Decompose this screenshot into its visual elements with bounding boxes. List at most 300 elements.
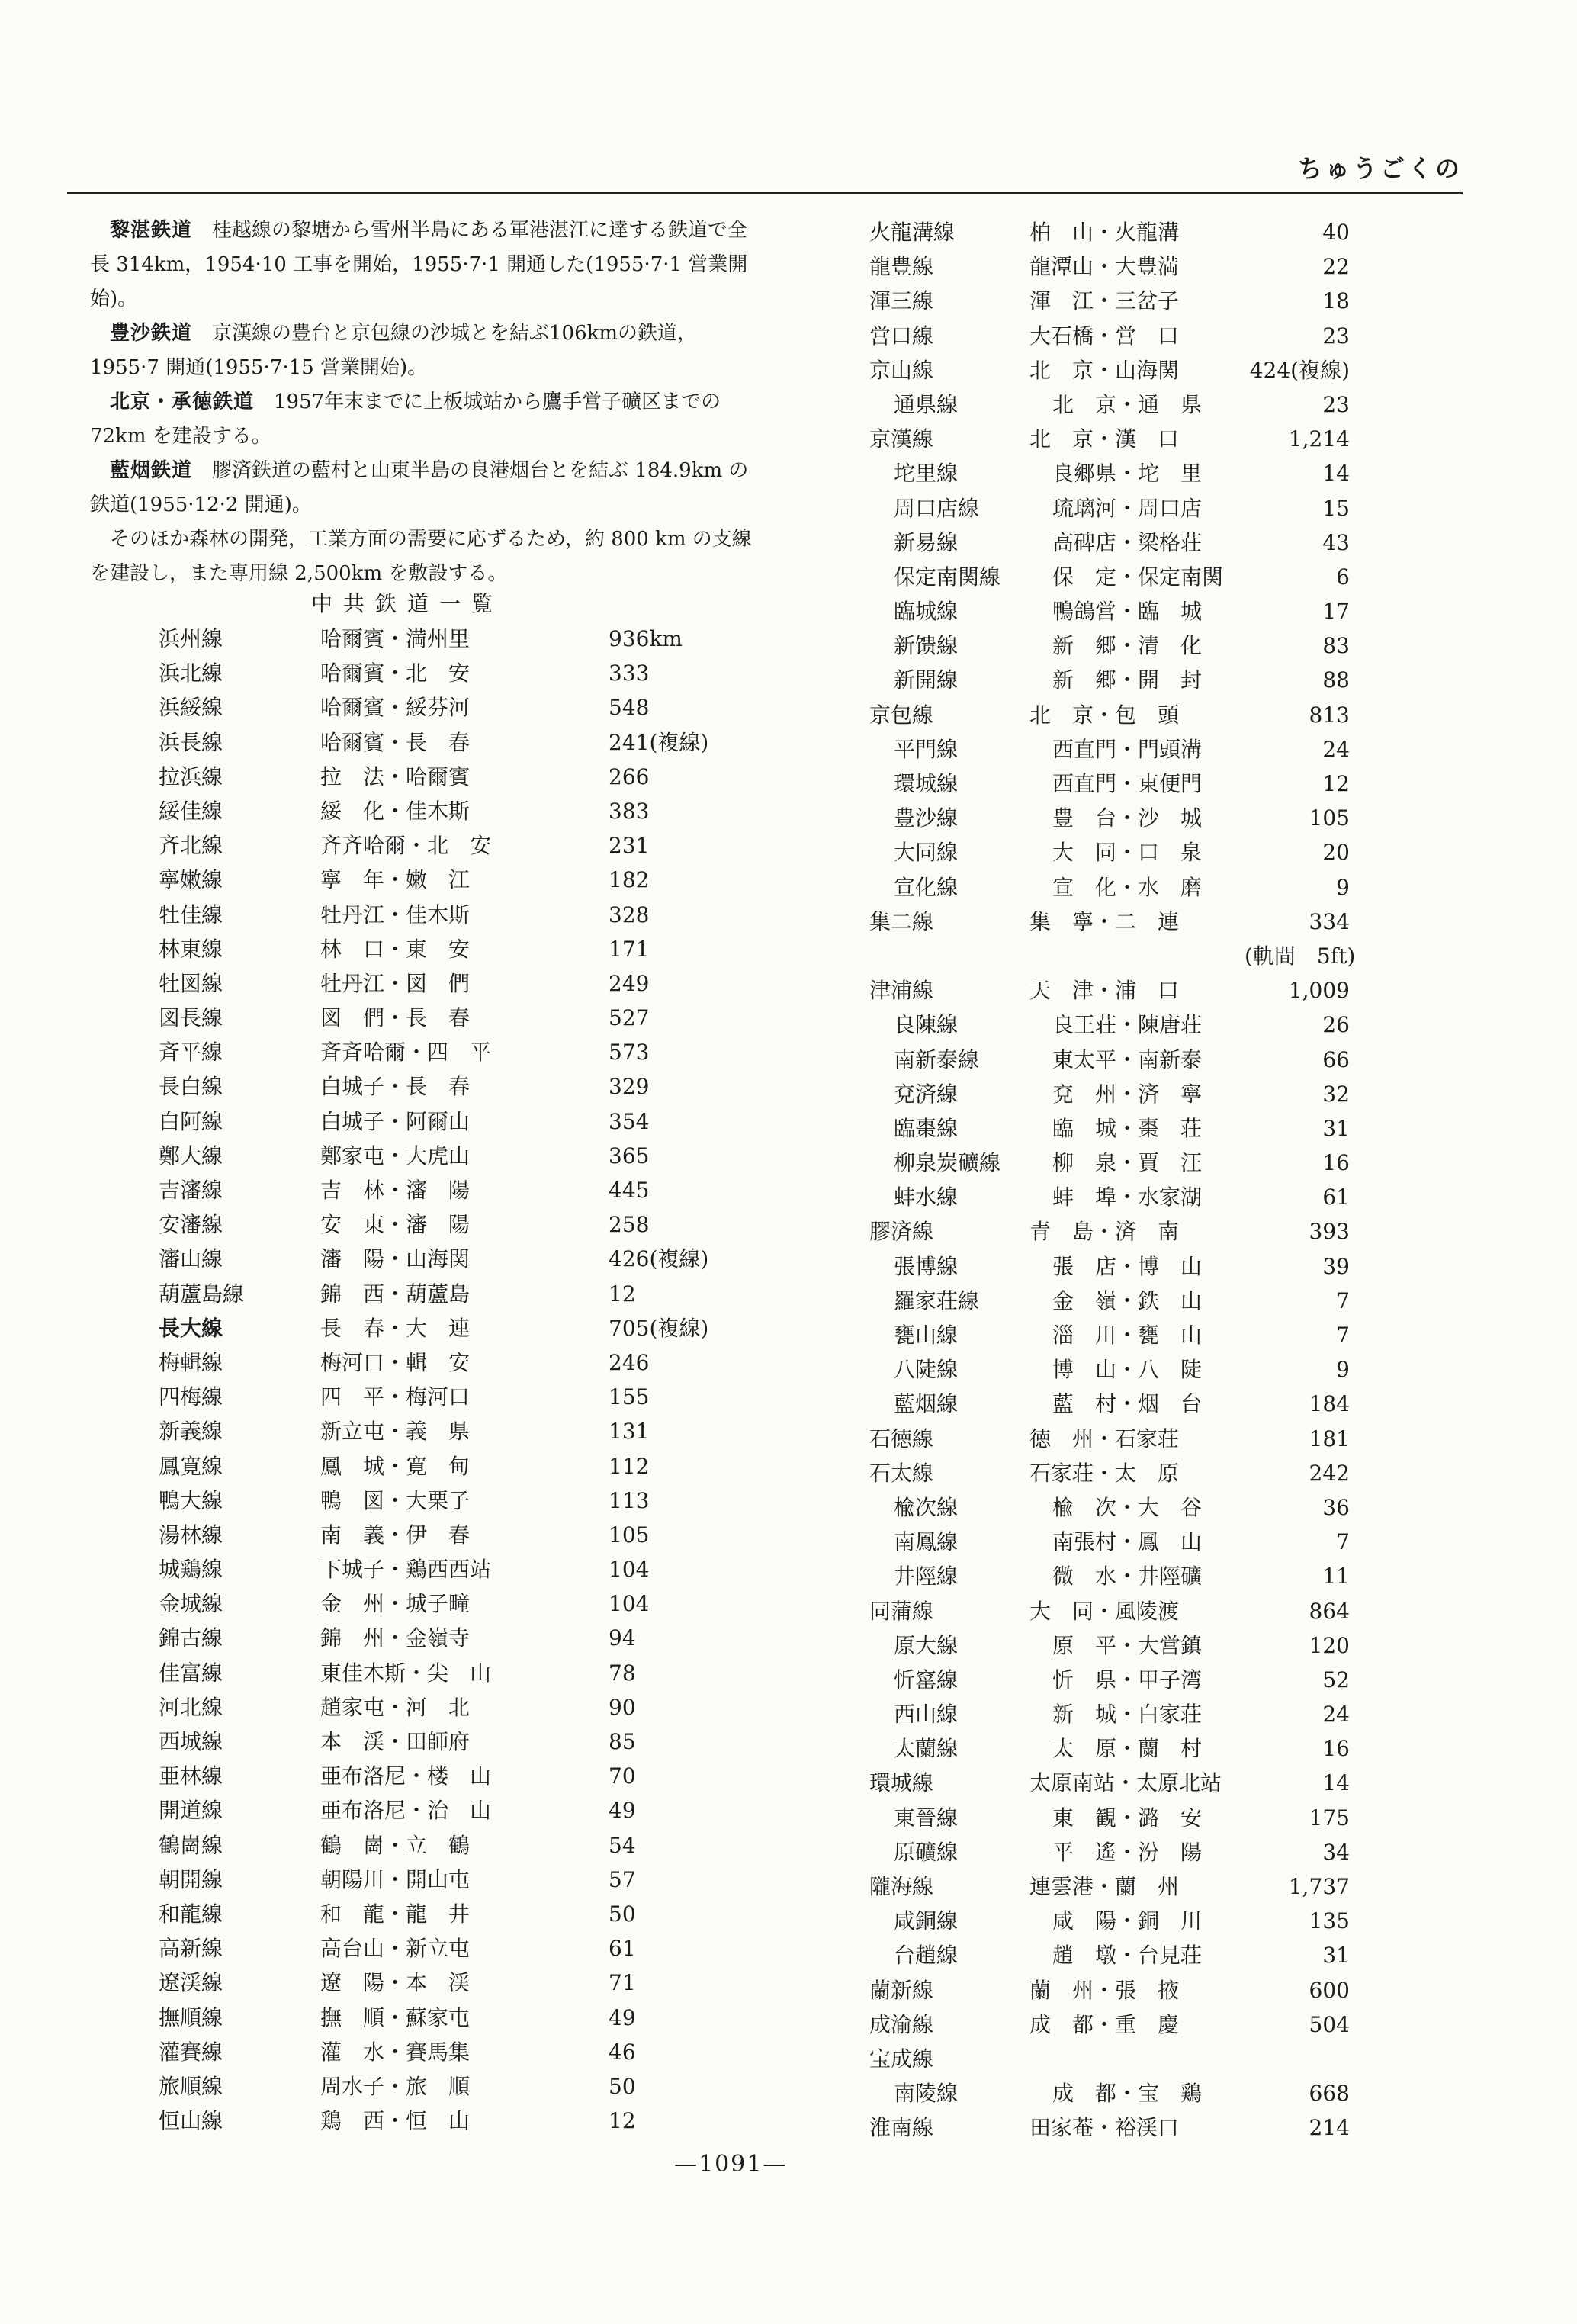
railway-length: 16 <box>1322 1150 1350 1176</box>
railway-length: 90 <box>609 1694 636 1720</box>
intro-paragraph <box>90 522 753 591</box>
railway-name: 城鶏線 <box>159 1557 223 1583</box>
intro-paragraph <box>90 317 753 385</box>
railway-length: 249 <box>609 970 650 996</box>
railway-length: 120 <box>1309 1632 1350 1658</box>
railway-name: 安瀋線 <box>159 1212 223 1238</box>
railway-name: 和龍線 <box>159 1901 223 1927</box>
railway-length: 12 <box>609 2108 636 2134</box>
railway-route: 新 郷・開 封 <box>1052 667 1203 693</box>
railway-name: 牡図線 <box>159 970 223 996</box>
railway-name: 営口線 <box>869 323 934 349</box>
railway-length: 527 <box>609 1005 650 1031</box>
railway-name: 浜長線 <box>159 729 223 755</box>
railway-name: 柳泉炭礦線 <box>894 1150 1001 1176</box>
railway-length: 94 <box>609 1625 636 1651</box>
railway-name: 龍豊線 <box>869 254 934 280</box>
railway-length: 50 <box>609 2073 636 2099</box>
intro-paragraph <box>90 214 753 317</box>
railway-route: 綏 化・佳木斯 <box>320 798 471 824</box>
railway-name: 八陡線 <box>894 1357 959 1383</box>
railway-route: 瀋 陽・山海関 <box>320 1246 471 1272</box>
railway-name: 宣化線 <box>894 874 959 900</box>
railway-name: 新易線 <box>894 529 959 555</box>
railway-length: 705(複線) <box>609 1315 709 1341</box>
railway-name: 斉平線 <box>159 1040 223 1066</box>
railway-route: 亜布洛尼・楼 山 <box>320 1763 492 1789</box>
railway-length: 328 <box>609 902 650 927</box>
railway-route: 北 京・山海関 <box>1029 357 1180 383</box>
railway-length: 61 <box>609 1936 636 1962</box>
railway-length: 246 <box>609 1349 650 1375</box>
railway-route: 斉斉哈爾・四 平 <box>320 1040 492 1066</box>
railway-length: 383 <box>609 798 650 824</box>
railway-route: 周水子・旅 順 <box>320 2073 471 2099</box>
railway-route: 白城子・長 春 <box>320 1074 471 1100</box>
railway-name: 成渝線 <box>869 2011 934 2037</box>
railway-name: 長大線 <box>159 1315 223 1341</box>
railway-name: 淮南線 <box>869 2115 934 2141</box>
railway-name: 灌賽線 <box>159 2039 223 2065</box>
railway-length: 548 <box>609 695 650 721</box>
railway-name: 綏佳線 <box>159 798 223 824</box>
railway-length: 936km <box>609 626 683 651</box>
railway-length: 329 <box>609 1074 650 1100</box>
railway-route: 琉璃河・周口店 <box>1052 495 1203 521</box>
railway-route: 哈爾賓・満州里 <box>320 626 471 651</box>
railway-name: 西山線 <box>894 1702 959 1728</box>
railway-length: 71 <box>609 1970 636 1996</box>
railway-name: 南陵線 <box>894 2081 959 2107</box>
railway-length: 184 <box>1309 1391 1350 1417</box>
railway-name: 台趙線 <box>894 1943 959 1969</box>
railway-length: 12 <box>1322 771 1350 796</box>
railway-length: 50 <box>609 1901 636 1927</box>
railway-route: 新 郷・清 化 <box>1052 633 1203 659</box>
railway-name: 甕山線 <box>894 1323 959 1348</box>
railway-route: 斉斉哈爾・北 安 <box>320 833 492 859</box>
running-header: ちゅうごくの <box>1297 154 1463 183</box>
railway-length: 104 <box>609 1591 650 1617</box>
railway-route: 拉 法・哈爾賓 <box>320 763 471 789</box>
railway-name: 佳富線 <box>159 1660 223 1686</box>
railway-name: 金城線 <box>159 1591 223 1617</box>
railway-route: 微 水・井陘礦 <box>1052 1564 1203 1590</box>
railway-route: 新立屯・義 県 <box>320 1419 471 1445</box>
railway-name: 井陘線 <box>894 1564 959 1590</box>
railway-length: 15 <box>1322 495 1350 521</box>
header-rule <box>67 192 1463 194</box>
railway-route: 錦 州・金嶺寺 <box>320 1625 471 1651</box>
railway-length: 426(複線) <box>609 1246 709 1272</box>
railway-name: 浜州線 <box>159 626 223 651</box>
railway-route: 鴨鴿営・臨 城 <box>1052 599 1203 625</box>
railway-length: 393 <box>1309 1219 1350 1245</box>
railway-route: 渾 江・三岔子 <box>1029 288 1180 314</box>
railway-name: 臨棗線 <box>894 1115 959 1141</box>
railway-length: 258 <box>609 1212 650 1238</box>
railway-route: 良王荘・陳唐荘 <box>1052 1012 1203 1038</box>
railway-length: 88 <box>1322 667 1350 693</box>
railway-length: 49 <box>609 2004 636 2030</box>
railway-name: 高新線 <box>159 1936 223 1962</box>
railway-length: 813 <box>1309 702 1350 728</box>
railway-length: 231 <box>609 833 650 859</box>
railway-route: 柳 泉・賈 汪 <box>1052 1150 1203 1176</box>
railway-name: 膠済線 <box>869 1219 934 1245</box>
railway-route: 牡丹江・図 們 <box>320 970 471 996</box>
railway-length: 573 <box>609 1040 650 1066</box>
railway-length: 6 <box>1336 564 1350 590</box>
railway-length: 14 <box>1322 461 1350 487</box>
railway-length: 36 <box>1322 1494 1350 1520</box>
railway-route: 龍潭山・大豊満 <box>1029 254 1180 280</box>
railway-route: 長 春・大 連 <box>320 1315 471 1341</box>
railway-name: 恒山線 <box>159 2108 223 2134</box>
railway-name: 火龍溝線 <box>869 220 956 245</box>
railway-route: 忻 県・甲子湾 <box>1052 1667 1203 1692</box>
railway-route: 撫 順・蘇家屯 <box>320 2004 471 2030</box>
railway-route: 田家菴・裕渓口 <box>1029 2115 1180 2141</box>
railway-route: 林 口・東 安 <box>320 936 471 962</box>
railway-route: 牡丹江・佳木斯 <box>320 902 471 927</box>
railway-name: 隴海線 <box>869 1874 934 1899</box>
railway-route: 朝陽川・開山屯 <box>320 1866 471 1892</box>
railway-route: 臨 城・棗 荘 <box>1052 1115 1203 1141</box>
intro-term: 黎湛鉄道 <box>110 219 193 242</box>
railway-name: 鄭大線 <box>159 1143 223 1168</box>
railway-name: 集二線 <box>869 908 934 934</box>
railway-length: 54 <box>609 1832 636 1858</box>
railway-route: 良郷県・坨 里 <box>1052 461 1203 487</box>
railway-length: 31 <box>1322 1115 1350 1141</box>
railway-route: 鳳 城・寛 甸 <box>320 1453 471 1479</box>
railway-name: 林東線 <box>159 936 223 962</box>
railway-length: 78 <box>609 1660 636 1686</box>
railway-route: 保 定・保定南関 <box>1052 564 1224 590</box>
railway-route: 鶏 西・恒 山 <box>320 2108 471 2134</box>
railway-route: 白城子・阿爾山 <box>320 1108 471 1134</box>
railway-length: 113 <box>609 1487 650 1513</box>
railway-length: 155 <box>609 1384 650 1410</box>
railway-route: 藍 村・烟 台 <box>1052 1391 1203 1417</box>
railway-route: 南張村・鳳 山 <box>1052 1529 1203 1555</box>
railway-route: 寧 年・嫩 江 <box>320 867 471 893</box>
railway-name: 忻窰線 <box>894 1667 959 1692</box>
railway-length: 20 <box>1322 840 1350 866</box>
railway-length: 9 <box>1336 1357 1350 1383</box>
railway-route: 金 州・城子疃 <box>320 1591 471 1617</box>
railway-name: 石徳線 <box>869 1426 934 1451</box>
railway-route: 成 都・重 慶 <box>1029 2011 1180 2037</box>
railway-name: 蚌水線 <box>894 1185 959 1210</box>
railway-route: 西直門・東便門 <box>1052 771 1203 796</box>
railway-route: 東佳木斯・尖 山 <box>320 1660 492 1686</box>
intro-paragraph <box>90 454 753 522</box>
railway-route: 北 京・漢 口 <box>1029 426 1180 452</box>
railway-name: 図長線 <box>159 1005 223 1031</box>
railway-name: 鴨大線 <box>159 1487 223 1513</box>
intro-text: 1957年末までに上板城站から鷹手営子礦区までの 72km を建設する。 <box>90 391 721 448</box>
railway-name: 旅順線 <box>159 2073 223 2099</box>
railway-name: 太蘭線 <box>894 1736 959 1762</box>
railway-name: 渾三線 <box>869 288 934 314</box>
railway-length: 1,009 <box>1288 978 1350 1004</box>
railway-route: 太原南站・太原北站 <box>1029 1770 1222 1796</box>
railway-route: 宣 化・水 磨 <box>1052 874 1203 900</box>
railway-length: 504 <box>1309 2011 1350 2037</box>
railway-name: 遼渓線 <box>159 1970 223 1996</box>
page-number: —1091— <box>674 2151 788 2178</box>
railway-name: 南新泰線 <box>894 1046 980 1072</box>
railway-length: 66 <box>1322 1046 1350 1072</box>
railway-length: 57 <box>609 1866 636 1892</box>
railway-length: 18 <box>1322 288 1350 314</box>
railway-name: 臨城線 <box>894 599 959 625</box>
railway-route: 哈爾賓・長 春 <box>320 729 471 755</box>
railway-route: 鴨 図・大栗子 <box>320 1487 471 1513</box>
railway-name: 坨里線 <box>894 461 959 487</box>
railway-name: 浜北線 <box>159 661 223 686</box>
railway-name: 宝成線 <box>869 2046 934 2072</box>
railway-name: 大同線 <box>894 840 959 866</box>
railway-length: 7 <box>1336 1323 1350 1348</box>
railway-length: 135 <box>1309 1908 1350 1934</box>
railway-length: 7 <box>1336 1529 1350 1555</box>
railway-route: 図 們・長 春 <box>320 1005 471 1031</box>
intro-text: 膠済鉄道の藍村と山東半島の良港烟台とを結ぶ 184.9km の鉄道(1955·12·2 開通)。 <box>90 459 749 516</box>
railway-list-title: 中共鉄道一覧 <box>311 591 504 616</box>
railway-route: 東 観・潞 安 <box>1052 1805 1203 1831</box>
railway-route: 高碑店・梁格荘 <box>1052 529 1203 555</box>
railway-name: 周口店線 <box>894 495 980 521</box>
railway-name: 吉瀋線 <box>159 1178 223 1203</box>
railway-name: 牡佳線 <box>159 902 223 927</box>
intro-text: 京漢線の豊台と京包線の沙城とを結ぶ106kmの鉄道，1955·7 開通(1955·7·15 営業開始)。 <box>90 322 698 379</box>
railway-name: 東晉線 <box>894 1805 959 1831</box>
railway-length: 266 <box>609 763 650 789</box>
railway-route: 徳 州・石家荘 <box>1029 1426 1180 1451</box>
railway-name: 亜林線 <box>159 1763 223 1789</box>
railway-route: 鄭家屯・大虎山 <box>320 1143 471 1168</box>
railway-route: 楡 次・大 谷 <box>1052 1494 1203 1520</box>
intro-term: 豊沙鉄道 <box>110 322 193 345</box>
railway-length: 34 <box>1322 1839 1350 1865</box>
railway-length: 17 <box>1322 599 1350 625</box>
railway-name: 錦古線 <box>159 1625 223 1651</box>
railway-length: 104 <box>609 1557 650 1583</box>
railway-length: 242 <box>1309 1460 1350 1486</box>
railway-name: 原大線 <box>894 1632 959 1658</box>
railway-length: 52 <box>1322 1667 1350 1692</box>
railway-name: 新義線 <box>159 1419 223 1445</box>
railway-route: 遼 陽・本 渓 <box>320 1970 471 1996</box>
intro-term: 藍烟鉄道 <box>110 459 193 482</box>
railway-length: 181 <box>1309 1426 1350 1451</box>
railway-route: 趙 墩・台見荘 <box>1052 1943 1203 1969</box>
railway-length: 24 <box>1322 1702 1350 1728</box>
railway-length: 112 <box>609 1453 650 1479</box>
railway-name: 鳳寛線 <box>159 1453 223 1479</box>
railway-length: 14 <box>1322 1770 1350 1796</box>
railway-length: 334 <box>1309 908 1350 934</box>
railway-route: 天 津・浦 口 <box>1029 978 1180 1004</box>
railway-route: 西直門・門頭溝 <box>1052 736 1203 762</box>
railway-length: 39 <box>1322 1253 1350 1279</box>
railway-route: 北 京・包 頭 <box>1029 702 1180 728</box>
railway-name: 白阿線 <box>159 1108 223 1134</box>
railway-length: 83 <box>1322 633 1350 659</box>
railway-length: 49 <box>609 1798 636 1824</box>
railway-name: 楡次線 <box>894 1494 959 1520</box>
railway-name: 朝開線 <box>159 1866 223 1892</box>
railway-route: 梅河口・輯 安 <box>320 1349 471 1375</box>
railway-route: 鶴 崗・立 鶴 <box>320 1832 471 1858</box>
railway-route: 蚌 埠・水家湖 <box>1052 1185 1203 1210</box>
railway-route: 本 渓・田師府 <box>320 1729 471 1754</box>
railway-name: 開道線 <box>159 1798 223 1824</box>
railway-name: 鶴崗線 <box>159 1832 223 1858</box>
railway-route: 亜布洛尼・治 山 <box>320 1798 492 1824</box>
railway-name: 豊沙線 <box>894 805 959 831</box>
railway-route: 安 東・瀋 陽 <box>320 1212 471 1238</box>
railway-route: 石家荘・太 原 <box>1029 1460 1180 1486</box>
railway-route: 平 遙・汾 陽 <box>1052 1839 1203 1865</box>
railway-name: 撫順線 <box>159 2004 223 2030</box>
railway-length: 61 <box>1322 1185 1350 1210</box>
railway-length: 43 <box>1322 529 1350 555</box>
railway-name: 四梅線 <box>159 1384 223 1410</box>
railway-length: 1,737 <box>1288 1874 1350 1899</box>
railway-name: 同蒲線 <box>869 1598 934 1624</box>
railway-route: 大 同・風陵渡 <box>1029 1598 1180 1624</box>
railway-name: 藍烟線 <box>894 1391 959 1417</box>
railway-length: 85 <box>609 1729 636 1754</box>
railway-name: 新馈線 <box>894 633 959 659</box>
railway-name: 京包線 <box>869 702 934 728</box>
railway-name: 京山線 <box>869 357 934 383</box>
railway-name: 良陳線 <box>894 1012 959 1038</box>
railway-name: 羅家荘線 <box>894 1287 980 1313</box>
railway-name: 梅輯線 <box>159 1349 223 1375</box>
intro-paragraph <box>90 385 753 454</box>
railway-length: 16 <box>1322 1736 1350 1762</box>
railway-route: 集 寧・二 連 <box>1029 908 1180 934</box>
railway-length: 32 <box>1322 1081 1350 1107</box>
railway-name: 湯林線 <box>159 1522 223 1548</box>
railway-route: 錦 西・葫蘆島 <box>320 1281 471 1307</box>
railway-name: 瀋山線 <box>159 1246 223 1272</box>
railway-length: 24 <box>1322 736 1350 762</box>
railway-name: 新開線 <box>894 667 959 693</box>
railway-length: 241(複線) <box>609 729 709 755</box>
railway-length: 46 <box>609 2039 636 2065</box>
railway-name: 京漢線 <box>869 426 934 452</box>
railway-name: 張博線 <box>894 1253 959 1279</box>
railway-route: 高台山・新立屯 <box>320 1936 471 1962</box>
railway-route: 金 嶺・鉄 山 <box>1052 1287 1203 1313</box>
railway-length: 171 <box>609 936 650 962</box>
railway-route: 原 平・大営鎮 <box>1052 1632 1203 1658</box>
railway-route: 北 京・通 県 <box>1052 391 1203 417</box>
railway-route: 大石橋・営 口 <box>1029 323 1180 349</box>
railway-route: 四 平・梅河口 <box>320 1384 471 1410</box>
railway-length: 105 <box>1309 805 1350 831</box>
railway-route: 張 店・博 山 <box>1052 1253 1203 1279</box>
railway-route: 大 同・口 泉 <box>1052 840 1203 866</box>
railway-name: 津浦線 <box>869 978 934 1004</box>
railway-length: 23 <box>1322 391 1350 417</box>
railway-name: 兗済線 <box>894 1081 959 1107</box>
railway-route: 下城子・鶏西西站 <box>320 1557 492 1583</box>
railway-name: 浜綏線 <box>159 695 223 721</box>
railway-length: 105 <box>609 1522 650 1548</box>
intro-section <box>90 214 753 591</box>
railway-name: 通県線 <box>894 391 959 417</box>
railway-name: 寧嫩線 <box>159 867 223 893</box>
railway-name: 石太線 <box>869 1460 934 1486</box>
railway-route: 博 山・八 陡 <box>1052 1357 1203 1383</box>
railway-name: 葫蘆島線 <box>159 1281 245 1307</box>
railway-name: 平門線 <box>894 736 959 762</box>
railway-length: 9 <box>1336 874 1350 900</box>
railway-route: 吉 林・瀋 陽 <box>320 1178 471 1203</box>
railway-length: 175 <box>1309 1805 1350 1831</box>
railway-name: 環城線 <box>869 1770 934 1796</box>
railway-name: 斉北線 <box>159 833 223 859</box>
railway-route: 咸 陽・銅 川 <box>1052 1908 1203 1934</box>
railway-length: 354 <box>609 1108 650 1134</box>
railway-name: 西城線 <box>159 1729 223 1754</box>
railway-name: 蘭新線 <box>869 1977 934 2003</box>
railway-route: 柏 山・火龍溝 <box>1029 220 1180 245</box>
railway-route: 南 義・伊 春 <box>320 1522 471 1548</box>
railway-length: 26 <box>1322 1012 1350 1038</box>
railway-length: 31 <box>1322 1943 1350 1969</box>
railway-route: 豊 台・沙 城 <box>1052 805 1203 831</box>
railway-name: 保定南関線 <box>894 564 1001 590</box>
railway-length: 182 <box>609 867 650 893</box>
railway-route: 淄 川・甕 山 <box>1052 1323 1203 1348</box>
railway-name: 長白線 <box>159 1074 223 1100</box>
intro-text: そのほか森林の開発，工業方面の需要に応ずるため，約 800 km の支線を建設し，また専用線 2,500km を敷設する。 <box>90 528 752 585</box>
railway-route: 太 原・蘭 村 <box>1052 1736 1203 1762</box>
railway-length: 445 <box>609 1178 650 1203</box>
railway-route: 趙家屯・河 北 <box>320 1694 471 1720</box>
railway-route: 和 龍・龍 井 <box>320 1901 471 1927</box>
railway-length: 668 <box>1309 2081 1350 2107</box>
railway-length: 11 <box>1322 1564 1350 1590</box>
railway-length: 214 <box>1309 2115 1350 2141</box>
railway-route: 新 城・白家荘 <box>1052 1702 1203 1728</box>
railway-length: 1,214 <box>1288 426 1350 452</box>
gauge-note: (軌間 5ft) <box>1245 943 1356 969</box>
railway-name: 南鳳線 <box>894 1529 959 1555</box>
railway-route: 東太平・南新泰 <box>1052 1046 1203 1072</box>
railway-length: 23 <box>1322 323 1350 349</box>
railway-length: 365 <box>609 1143 650 1168</box>
railway-length: 22 <box>1322 254 1350 280</box>
intro-text: 桂越線の黎塘から雪州半島にある軍港湛江に達する鉄道で全長 314km，1954·10 工事を開始，1955·7·1 開通した(1955·7·1 営業開始)。 <box>90 219 748 310</box>
railway-length: 333 <box>609 661 650 686</box>
railway-route: 青 島・済 南 <box>1029 1219 1180 1245</box>
railway-route: 蘭 州・張 掖 <box>1029 1977 1180 2003</box>
railway-length: 864 <box>1309 1598 1350 1624</box>
railway-route: 哈爾賓・北 安 <box>320 661 471 686</box>
railway-route: 連雲港・蘭 州 <box>1029 1874 1180 1899</box>
railway-name: 環城線 <box>894 771 959 796</box>
railway-route: 哈爾賓・綏芬河 <box>320 695 471 721</box>
